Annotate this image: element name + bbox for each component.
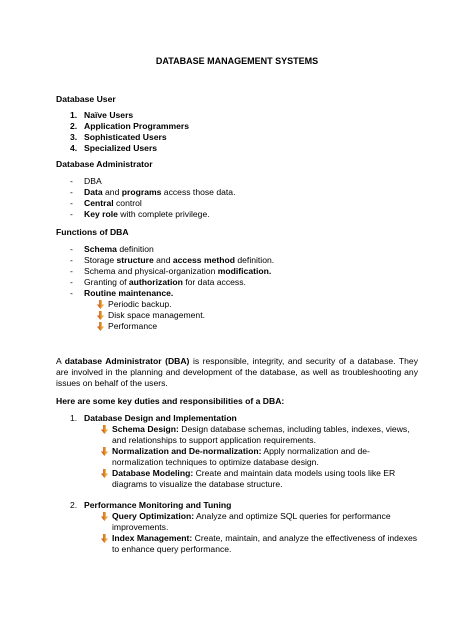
list-item: - Storage structure and access method definition.: [68, 255, 274, 266]
list-item: Performance: [96, 321, 274, 332]
list-text: Specialized Users: [84, 143, 158, 153]
list-item: Index Management: Create, maintain, and analyze the effectiveness of indexes to enhance query performance.: [56, 533, 418, 555]
list-number: 1.: [70, 110, 78, 120]
list-item: Database Modeling: Create and maintain data models using tools like ER diagrams to visualize the database structure.: [56, 468, 418, 490]
functions-list: [68, 244, 274, 332]
document-title: DATABASE MANAGEMENT SYSTEMS: [155, 56, 319, 66]
section-performance: [56, 500, 418, 555]
list-item: Query Optimization: Analyze and optimize SQL queries for performance improvements.: [56, 511, 418, 533]
list-number: 4.: [70, 143, 78, 153]
arrow-down-icon: [100, 534, 109, 543]
list-item: [70, 143, 189, 154]
arrow-down-icon: [96, 300, 105, 309]
maintenance-list: [96, 299, 274, 332]
functions-section: [56, 227, 274, 332]
section-number: 1.: [70, 413, 78, 423]
db-admin-section: [56, 159, 235, 220]
list-item: [70, 132, 189, 143]
arrow-down-icon: [100, 425, 109, 434]
list-item: [70, 121, 189, 132]
arrow-down-icon: [96, 311, 105, 320]
arrow-down-icon: [96, 322, 105, 331]
list-number: 2.: [70, 121, 78, 131]
list-item: Disk space management.: [96, 310, 274, 321]
list-text: Application Programmers: [84, 121, 190, 131]
list-item: - Central control: [68, 198, 235, 209]
section-title: Database Design and Implementation: [84, 413, 237, 423]
arrow-down-icon: [100, 447, 109, 456]
section-number: 2.: [70, 500, 78, 510]
db-user-section: [56, 94, 189, 154]
list-number: 3.: [70, 132, 78, 142]
list-item: Schema Design: Design database schemas, including tables, indexes, views, and relationships to support application requirements.: [56, 424, 418, 446]
list-item: Periodic backup.: [96, 299, 274, 310]
list-item: [70, 110, 189, 121]
list-item: - Key role with complete privilege.: [68, 209, 235, 220]
db-user-heading: Database User: [56, 94, 116, 104]
list-item: - Data and programs access those data.: [68, 187, 235, 198]
functions-heading: Functions of DBA: [56, 227, 129, 237]
section-design: [56, 413, 418, 490]
list-item: - Schema definition: [68, 244, 274, 255]
arrow-down-icon: [100, 469, 109, 478]
db-admin-heading: Database Administrator: [56, 159, 153, 169]
list-item: - Granting of authorization for data access.: [68, 277, 274, 288]
db-admin-list: [68, 176, 235, 220]
list-text: Sophisticated Users: [84, 132, 167, 142]
intro-paragraph: A database Administrator (DBA) is responsible, integrity, and security of a database. They are involved in the planning and development of the database, as well as troubleshooting any issues on behalf of the users.: [56, 356, 419, 388]
db-user-list: [70, 110, 189, 154]
list-item: - DBA: [68, 176, 235, 187]
list-text: Naïve Users: [84, 110, 134, 120]
list-item: Normalization and De-normalization: Apply normalization and de-normalization techniques to optimize database design.: [56, 446, 418, 468]
list-item: - Schema and physical-organization modification.: [68, 266, 274, 277]
duties-heading: Here are some key duties and responsibilities of a DBA:: [56, 396, 285, 406]
section-title: Performance Monitoring and Tuning: [84, 500, 232, 510]
list-item: - Routine maintenance.: [68, 288, 274, 299]
arrow-down-icon: [100, 512, 109, 521]
